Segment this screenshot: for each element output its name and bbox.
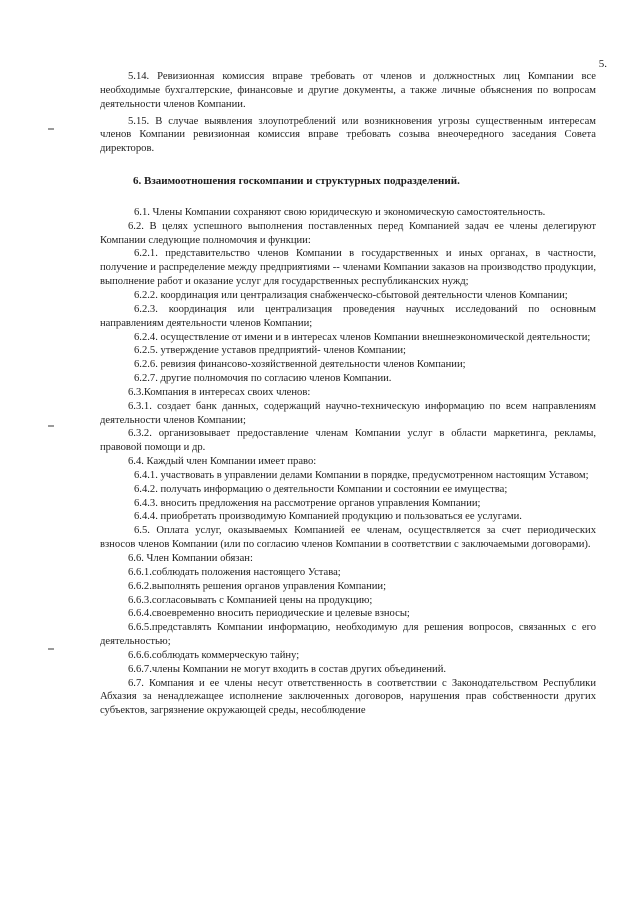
list-item: 6.6.7.члены Компании не могут входить в состав других объединений. (128, 663, 447, 675)
list-item: 6.2.3. координация или централизация проведения научных исследований по основным направлениям деятельности членов Компании; (100, 303, 596, 329)
document-body (100, 70, 596, 718)
section-heading: 6. Взаимоотношения госкомпании и структурных подразделений. (133, 175, 460, 188)
paragraph: 6.5. Оплата услуг, оказываемых Компанией ее членам, осуществляется за счет периодических взносов членов Компании (или по согласию членов Компании в соответствии с заключаемыми договорами). (100, 525, 596, 551)
scan-mark (48, 128, 54, 130)
list-item: 6.6.1.соблюдать положения настоящего Устава; (128, 566, 341, 578)
list-item: 6.6.6.соблюдать коммерческую тайну; (128, 649, 300, 661)
list-item: 6.6.2.выполнять решения органов управления Компании; (128, 580, 387, 592)
list-item: 6.3.1. создает банк данных, содержащий научно-техническую информацию по всем направлениям деятельности членов Компании; (100, 400, 596, 426)
paragraph-5-15: 5.15. В случае выявления злоупотреблений или возникновения угрозы существенным интересам членов Компании ревизионная комиссия вправе требовать созыва внеочередного заседания Совета директоров. (100, 115, 596, 155)
scan-mark (48, 648, 54, 650)
list-item: 6.6.5.представлять Компании информацию, необходимую для решения вопросов, связанных с его деятельностью; (100, 622, 596, 648)
list-item: 6.2.4. осуществление от имени и в интересах членов Компании внешнеэкономической деятельности; (134, 331, 591, 343)
list-item: 6.2.1. представительство членов Компании в государственных и иных органах, в частности, получение и распределение между предприятиями -- членами Компании заказов на производство продукции, выполнение работ и оказание услуг для государственных республиканских нужд; (100, 248, 596, 288)
list-item: 6.4.2. получать информацию о деятельности Компании и состоянии ее имущества; (134, 483, 508, 495)
list-item: 6.6.3.согласовывать с Компанией цены на продукцию; (128, 594, 373, 606)
scan-mark (48, 425, 54, 427)
paragraph: 6.6. Член Компании обязан: (128, 553, 253, 564)
paragraph: 6.4. Каждый член Компании имеет право: (128, 456, 317, 468)
list-item: 6.2.7. другие полномочия по согласию членов Компании. (134, 373, 392, 385)
list-item: 6.4.1. участвовать в управлении делами Компании в порядке, предусмотренном настоящим Уставом; (134, 469, 589, 481)
list-item: 6.2.5. утверждение уставов предприятий- членов Компании; (134, 345, 406, 357)
page-number: 5. (598, 58, 607, 70)
list-item: 6.6.4.своевременно вносить периодические и целевые взносы; (128, 608, 410, 620)
paragraph: 6.7. Компания и ее члены несут ответственность в соответствии с Законодательством Республики Абхазия за ненадлежащее исполнение заключенных договоров, нарушения прав собственности других субъектов, загрязнение окружающей среды, несоблюдение (100, 677, 596, 717)
paragraph: 6.3.Компания в интересах своих членов: (128, 386, 311, 398)
list-item: 6.2.2. координация или централизация снабженческо-сбытовой деятельности членов Компании; (134, 289, 568, 301)
list-item: 6.4.4. приобретать производимую Компанией продукцию и пользоваться ее услугами. (134, 511, 522, 523)
paragraph: 6.2. В целях успешного выполнения поставленных перед Компанией задач ее члены делегируют Компании следующие полномочия и функции: (100, 220, 596, 246)
paragraph-5-14: 5.14. Ревизионная комиссия вправе требовать от членов и должностных лиц Компании все необходимые бухгалтерские, финансовые и другие документы, а также личные объяснения по вопросам деятельности членов Компании. (100, 71, 596, 110)
list-item: 6.4.3. вносить предложения на рассмотрение органов управления Компании; (134, 497, 481, 509)
list-item: 6.2.6. ревизия финансово-хозяйственной деятельности членов Компании; (134, 359, 466, 371)
paragraph: 6.1. Члены Компании сохраняют свою юридическую и экономическую самостоятельность. (134, 206, 546, 218)
list-item: 6.3.2. организовывает предоставление членам Компании услуг в области маркетинга, рекламы, правовой помощи и др. (100, 428, 596, 454)
